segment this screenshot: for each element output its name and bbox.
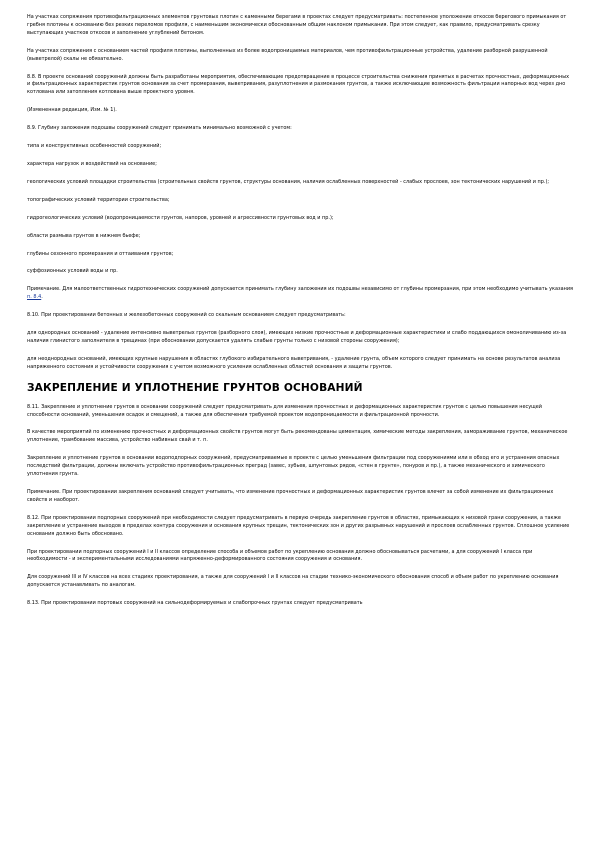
paragraph-contact-zones: На участках сопряжения противофильтрационных элементов грунтовых плотин с каменными берегами в проектах следует предусматривать: постепенное уположение откосов берегового примыкания от гребня плотины к основанию без резких переломов профиля, с наименьшим экономически обоснованным общим наклоном примыкания. При этом следует, как правило, предусматривать срезку выступающих участков откосов и заполнение углублений бетоном. — [27, 14, 567, 36]
list-item-topography: топографических условий территории строительства; — [27, 196, 170, 203]
paragraph-class-i-ii: При проектировании подпорных сооружений I и II классов определение способа и объемов работ по укреплению основания должно обосновываться расчетами, а для сооружений I класса при необходимости - и экспериментальными исследованиями напряженно-деформированного состояния сооружения и основания. — [27, 548, 533, 563]
paragraph-8-13: 8.13. При проектировании портовых сооружений на сильнодеформируемых и слабопрочных грунтах следует предусматривать — [27, 600, 363, 607]
paragraph-8-11: 8.11. Закрепление и уплотнение грунтов в основании сооружений следует предусматривать для изменения прочностных и деформационных характеристик грунтов с целью повышения несущей способности оснований, уменьшения осадок и смещений, а также для обеспечения требуемой проектом водопроницаемости и фильтрационной прочности. — [27, 403, 542, 418]
paragraph-note-depth: Примечание. Для малоответственных гидротехнических сооружений допускается принимать глубину заложения их подошвы независимо от глубины промерзания, при этом необходимо учитывать указания п. 8.4. — [27, 286, 573, 301]
paragraph-class-iii-iv: Для сооружений III и IV классов на всех стадиях проектирования, а также для сооружений I и II классов на стадии технико-экономического обоснования способ и объем работ по укреплению основания допускается устанавливать по аналогам. — [27, 574, 559, 589]
list-item-geology: геологических условий площадки строительства (строительных свойств грунтов, структуры основания, наличия ослабленных поверхностей - слабых прослоев, зон тектонических нарушений и пр.); — [27, 178, 550, 185]
section-heading: ЗАКРЕПЛЕНИЕ И УПЛОТНЕНИЕ ГРУНТОВ ОСНОВАНИЙ — [27, 381, 363, 394]
paragraph-weathered-rock: На участках сопряжения с основанием частей профиля плотины, выполненных из более водопроницаемых материалов, чем противофильтрационные устройства, удаление разборной разрушенной (выветрелой) скалы не обязательно. — [27, 47, 548, 62]
paragraph-8-9: 8.9. Глубину заложения подошвы сооружений следует принимать минимально возможной с учетом: — [27, 125, 292, 132]
paragraph-seepage-barriers: Закрепление и уплотнение грунтов в основании водоподпорных сооружений, предусматриваемые в проекте с целью уменьшения фильтрации под сооружениями или в обход его и устранения опасных последствий фильтрации, должны включать устройство противофильтрационных преград (завес, зубьев, шпунтовых рядов, «стен в грунте», понуров и пр.), а также механического и химического уплотнения грунта. — [27, 455, 560, 478]
paragraph-8-10: 8.10. При проектировании бетонных и железобетонных сооружений со скальным основанием следует предусматривать: — [27, 312, 346, 319]
link-clause-8-4[interactable]: п. 8.4 — [27, 294, 42, 301]
note-depth-text: Примечание. Для малоответственных гидротехнических сооружений допускается принимать глубину заложения их подошвы независимо от глубины промерзания, при этом необходимо учитывать указания — [27, 286, 573, 293]
list-item-loads: характера нагрузок и воздействий на основание; — [27, 160, 157, 167]
paragraph-8-8: 8.8. В проекте оснований сооружений должны быть разработаны мероприятия, обеспечивающие предотвращение в процессе строительства снижения принятых в расчетах прочностных, деформационных и фильтрационных характеристик грунтов основания за счет промерзания, выветривания, разуплотнения и размокания грунтов, а также исключающие возможность фильтрации напорных вод через дно котлована или затопления котлована выше проектного уровня. — [27, 73, 570, 96]
paragraph-heterogeneous-foundations: для неоднородных оснований, имеющих крупные нарушения в областях глубокого избирательного выветривания, - удаление грунта, объем которого следует принимать на основе результатов анализа напряженного состояния и устойчивости сооружения с учетом возможного усиления ослабленных областей основания и защиты грунтов. — [27, 355, 561, 370]
list-item-freezing: глубины сезонного промерзания и оттаивания грунтов; — [27, 250, 174, 257]
paragraph-revision-note: (Измененная редакция, Изм. № 1). — [27, 107, 117, 114]
document-page — [27, 14, 573, 618]
paragraph-improvement-methods: В качестве мероприятий по изменению прочностных и деформационных свойств грунтов могут быть рекомендованы цементация, химические методы закрепления, замораживание грунтов, механическое уплотнение, трамбование массива, устройство набивных свай и т. п. — [27, 429, 568, 444]
list-item-erosion: области размыва грунтов в нижнем бьефе; — [27, 232, 141, 239]
paragraph-8-12: 8.12. При проектировании подпорных сооружений при необходимости следует предусматривать в первую очередь закрепление грунтов в областях, примыкающих к низовой грани сооружения, а также закрепление и устранение выходов в пределах контура сооружения и основания крупных трещин, тектонических зон и других разрывных нарушений и прослоев ослабленных грунтов. Сплошное усиление основания должно быть обосновано. — [27, 514, 570, 537]
list-item-suffosion: суффозионных условий воды и пр. — [27, 268, 118, 275]
list-item-structure-type: типа и конструктивных особенностей сооружений; — [27, 143, 162, 150]
paragraph-homogeneous-foundations: для однородных оснований - удаление интенсивно выветрелых грунтов (разборного слоя), имеющих низкие прочностные и деформационные характеристики и слабо поддающихся омоноличиванию из-за наличия глинистого заполнителя в трещинах (при обосновании допускается удалять слабые грунты только с низовой стороны сооружения); — [27, 330, 567, 344]
paragraph-note-filtration: Примечание. При проектировании закрепления оснований следует учитывать, что изменение прочностных и деформационных характеристик грунтов влечет за собой изменение их фильтрационных свойств и наоборот. — [27, 489, 554, 503]
list-item-hydrogeology: гидрогеологических условий (водопроницаемости грунтов, напоров, уровней и агрессивности грунтовых вод и пр.); — [27, 214, 334, 221]
